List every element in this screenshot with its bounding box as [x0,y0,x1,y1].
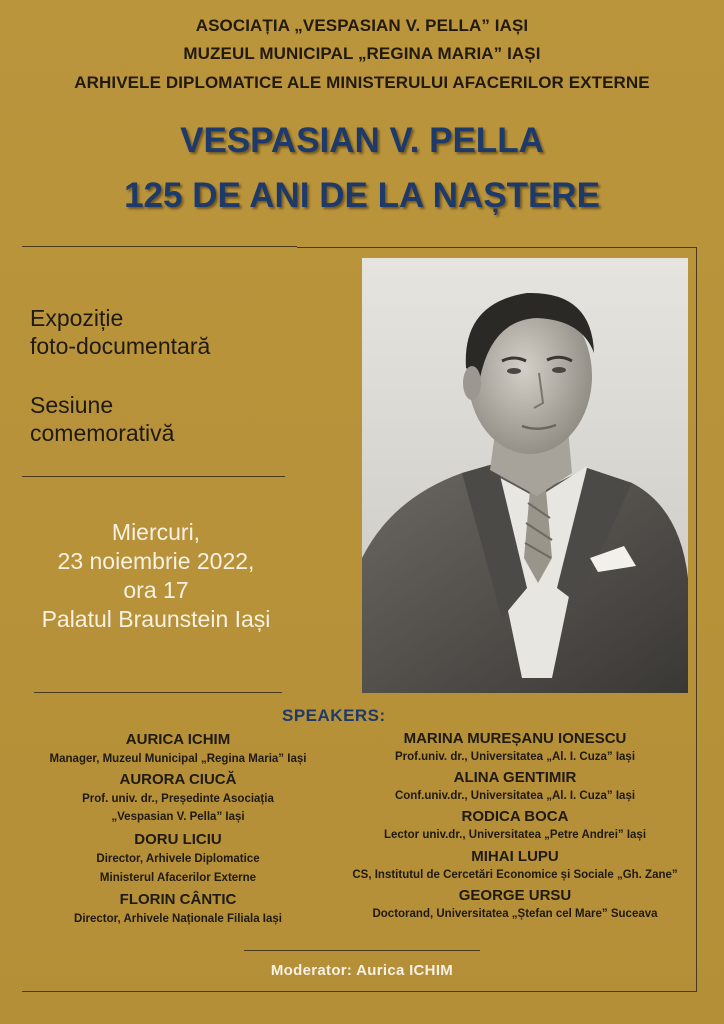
poster-title-line-1: VESPASIAN V. PELLA [180,121,544,160]
speaker-name-doru-liciu: DORU LICIU [134,831,222,848]
speaker-name-george-ursu: GEORGE URSU [458,887,572,904]
speaker-name-alina-gentimir: ALINA GENTIMIR [453,769,577,786]
moderator-line: Moderator: Aurica ICHIM [270,962,454,979]
session-label [30,391,174,447]
organizer-line-2: MUZEUL MUNICIPAL „REGINA MARIA” IAȘI [183,44,541,63]
poster-title-line-2: 125 DE ANI DE LA NAȘTERE [124,176,600,215]
speaker-role: Doctorand, Universitatea „Ștefan cel Mare” Suceava [372,908,658,920]
session-line-1: Sesiune [30,392,114,418]
speaker-name-rodica-boca: RODICA BOCA [461,808,569,825]
speaker-name-florin-cantic: FLORIN CÂNTIC [119,891,237,908]
organizer-line-1: ASOCIAȚIA „VESPASIAN V. PELLA” IAȘI [195,16,529,35]
exhibition-label [30,304,210,360]
divider-bottom [244,950,480,951]
divider-top-left [22,246,297,247]
divider-lower-left [34,692,282,693]
speaker-role: Manager, Muzeul Municipal „Regina Maria” Iași [49,753,307,765]
frame-bottom-edge [22,991,697,992]
speaker-name-aurora-ciuca: AURORA CIUCĂ [119,771,237,788]
exhibition-line-1: Expoziție [30,305,124,331]
speaker-role: Conf.univ.dr., Universitatea „Al. I. Cuza” Iași [394,790,636,802]
session-line-2: comemorativă [30,420,175,446]
speaker-role: CS, Institutul de Cercetări Economice și Sociale „Gh. Zane” [352,869,678,881]
speaker-role: Director, Arhivele Naționale Filiala Iași [74,913,282,925]
divider-top-right [297,247,697,248]
event-details [0,518,312,634]
speaker-role: „Vespasian V. Pella” Iași [111,811,245,823]
event-date: 23 noiembrie 2022, [57,548,255,574]
event-venue: Palatul Braunstein Iași [41,606,271,632]
speaker-role: Prof.univ. dr., Universitatea „Al. I. Cuza” Iași [394,751,636,763]
speaker-role: Lector univ.dr., Universitatea „Petre Andrei” Iași [383,829,647,841]
portrait-photo [362,258,688,693]
speaker-role: Prof. univ. dr., Președinte Asociația [82,793,274,805]
exhibition-line-2: foto-documentară [30,333,211,359]
speaker-name-mihai-lupu: MIHAI LUPU [471,848,559,865]
organizer-line-3: ARHIVELE DIPLOMATICE ALE MINISTERULUI AFACERILOR EXTERNE [74,73,650,92]
event-day: Miercuri, [111,519,201,545]
frame-right-edge [696,247,697,992]
divider-middle-left [22,476,285,477]
speaker-name-aurica-ichim: AURICA ICHIM [125,731,231,748]
portrait-illustration [362,258,688,693]
speaker-role: Director, Arhivele Diplomatice [96,853,260,865]
speaker-role: Ministerul Afacerilor Externe [99,872,257,884]
speaker-name-marina-muresanu-ionescu: MARINA MUREȘANU IONESCU [403,730,627,747]
speakers-heading: SPEAKERS: [282,706,386,725]
event-time: ora 17 [123,577,189,603]
